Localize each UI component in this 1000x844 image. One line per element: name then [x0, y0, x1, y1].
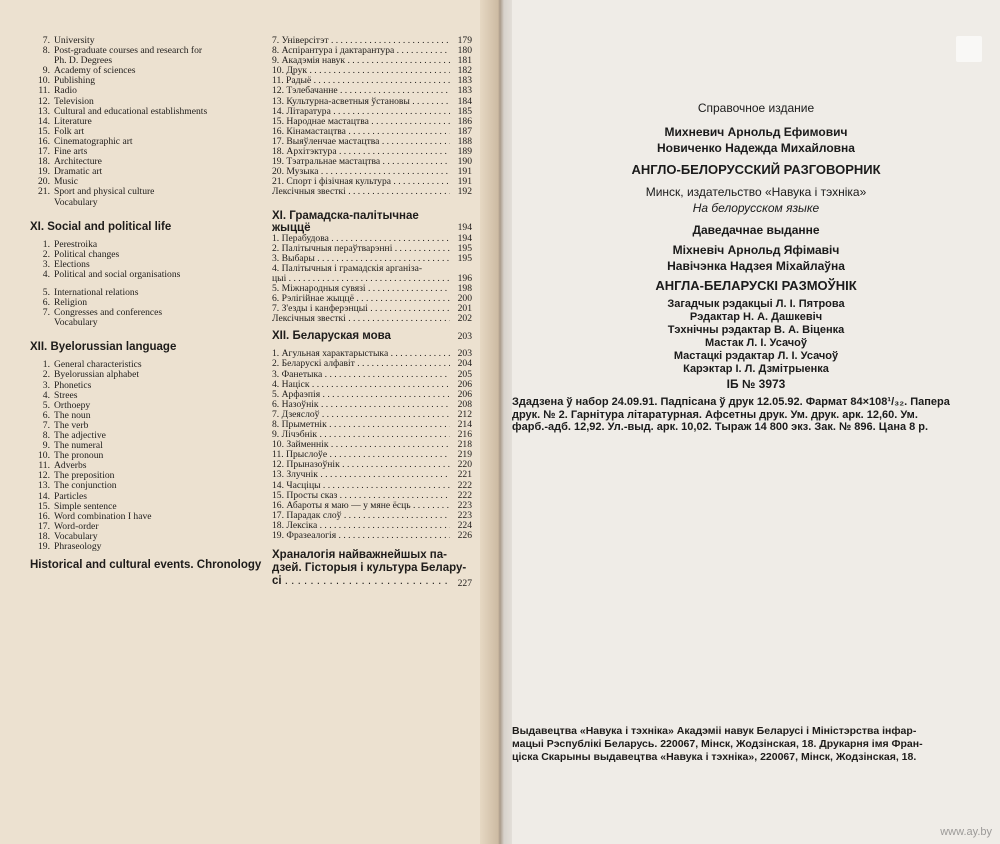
imprint-author-1-ru: Михневич Арнольд Ефимович	[664, 125, 848, 139]
be-contents-item-b	[272, 274, 472, 284]
be-contents-item-c	[272, 349, 472, 359]
item-number: 1.	[42, 359, 50, 371]
item-number: 11.	[38, 460, 50, 472]
item-number: 14.	[38, 490, 50, 502]
be-item-page: 180	[457, 45, 472, 57]
imprint-credits	[512, 298, 1000, 376]
be-item-title: 13. Культурна-асветныя ўстановы . . .	[272, 97, 450, 107]
imprint-publisher-ru: Минск, издательство «Навука і тэхніка»	[645, 185, 867, 199]
be-contents-item-c	[272, 380, 472, 390]
be-item-title: 10. Займеннік . . .	[272, 440, 450, 450]
be-item-page: 224	[457, 519, 472, 531]
be-contents-item-a	[272, 66, 472, 76]
item-number: 12.	[38, 470, 50, 482]
be-history-line-1: Храналогія найважнейшых па-	[272, 549, 447, 562]
be-item-title: 4. Націск . . .	[272, 380, 450, 390]
be-section-xi-title: XI. Грамадска-палітычнае жыццё	[272, 209, 419, 234]
imprint-title-be: АНГЛА-БЕЛАРУСКІ РАЗМОЎНІК	[655, 278, 857, 293]
item-title: Orthoepy	[54, 399, 91, 411]
be-contents-item-b	[272, 284, 472, 294]
item-title: Particles	[54, 490, 88, 502]
be-item-title: 7. Дзеяслоў . . .	[272, 410, 450, 420]
be-item-title: 9. Лічэбнік . . .	[272, 430, 450, 440]
be-section-heading-xi	[272, 210, 472, 234]
be-contents-item-c	[272, 370, 472, 380]
be-item-page: 185	[457, 105, 472, 117]
be-item-page: 203	[457, 348, 472, 360]
be-item-page: 208	[457, 398, 472, 410]
be-item-title: 5. Міжнародныя сувязі . . .	[272, 284, 450, 294]
be-item-title: цыі . . .	[272, 274, 450, 284]
item-title: Byelorussian alphabet	[54, 369, 139, 381]
item-number: 9.	[42, 440, 50, 452]
be-item-page: 195	[457, 242, 472, 254]
be-item-page: 223	[457, 499, 472, 511]
be-contents-item-c	[272, 470, 472, 480]
item-number: 16.	[38, 510, 50, 522]
be-contents-item-a	[272, 177, 472, 187]
item-number: 6.	[42, 297, 50, 309]
item-title: Perestroika	[54, 238, 98, 250]
be-item-page: 214	[457, 419, 472, 430]
section-heading-xi: XI. Social and political life	[30, 220, 172, 233]
item-number: 6.	[42, 409, 50, 421]
be-section-xi-page: 194	[457, 221, 472, 233]
be-contents-item-a	[272, 137, 472, 147]
item-title: The preposition	[54, 470, 115, 482]
be-item-page: 191	[457, 166, 472, 178]
be-item-title: 3. Фанетыка . . .	[272, 370, 450, 380]
be-section-xii-page: 203	[457, 331, 472, 343]
item-title: The adjective	[54, 430, 106, 441]
be-item-page: 206	[457, 378, 472, 390]
be-contents-item-a	[272, 76, 472, 86]
item-number: 16.	[38, 135, 50, 147]
item-title: Political changes	[54, 248, 120, 260]
be-item-page: 191	[457, 176, 472, 188]
footer-line-2: мацыі Рэспублікі Беларусь. 220067, Мінск, Жодзінская, 18. Друкарня імя Фран-	[512, 738, 923, 750]
be-item-title: 12. Прыназоўнік . . .	[272, 460, 450, 470]
be-contents-item-b	[272, 294, 472, 304]
be-contents-item-c	[272, 440, 472, 450]
item-title: Ph. D. Degrees	[54, 55, 113, 67]
be-contents-item-a	[272, 157, 472, 167]
item-title: Phraseology	[54, 541, 102, 553]
be-item-title: 2. Беларускі алфавіт . . .	[272, 359, 450, 369]
be-contents-item-c	[272, 521, 472, 531]
item-title: The noun	[54, 409, 91, 421]
be-item-page: 226	[457, 530, 472, 542]
item-number: 3.	[42, 258, 50, 270]
contents-item-a	[30, 187, 262, 197]
item-number	[30, 198, 54, 208]
be-item-title: 18. Архітэктура . . .	[272, 147, 450, 157]
be-item-title: 17. Парадак слоў . . .	[272, 511, 450, 521]
be-contents-item-b	[272, 234, 472, 244]
be-item-page: 188	[457, 135, 472, 147]
be-contents-item-b	[272, 244, 472, 254]
item-title: Strees	[54, 389, 78, 401]
credit-line: Карэктар І. Л. Дзмітрыенка	[683, 363, 829, 375]
credit-line: Тэхнічны рэдактар В. А. Віценка	[667, 324, 845, 336]
item-number: 10.	[38, 450, 50, 462]
footer-line-1: Выдавецтва «Навука і тэхніка» Акадэміі навук Беларусі і Міністэрства інфар-	[512, 725, 917, 737]
be-item-page: 212	[457, 408, 472, 420]
item-number: 17.	[38, 520, 50, 532]
be-contents-item-c	[272, 491, 472, 501]
item-number: 1.	[42, 238, 50, 250]
be-item-title: 8. Прыметнік . . .	[272, 420, 450, 430]
item-title: Cultural and educational establishments	[54, 105, 208, 117]
be-item-page: 195	[457, 252, 472, 264]
item-title: The verb	[54, 419, 89, 431]
be-contents-item-a	[272, 97, 472, 107]
be-item-title: 9. Акадэмія навук . . .	[272, 56, 450, 66]
item-title: Architecture	[54, 156, 102, 168]
credit-line: Загадчык рэдакцыі Л. І. Пятрова	[667, 298, 845, 310]
item-number: 19.	[38, 166, 50, 178]
item-number: 17.	[38, 146, 50, 158]
be-item-title: Лексічныя звесткі . . .	[272, 187, 450, 197]
item-title: Vocabulary	[54, 530, 98, 542]
contents-item-b	[30, 270, 262, 280]
footer-line-3: ціска Скарыны выдавецтва «Навука і тэхніка», 220067, Мінск, Жодзінская, 18.	[512, 751, 917, 763]
item-title: Religion	[54, 297, 88, 309]
item-number: 18.	[38, 156, 50, 168]
be-section-heading-xii	[272, 330, 472, 343]
item-title: International relations	[54, 286, 139, 298]
item-number: 8.	[42, 45, 50, 57]
item-title: Phonetics	[54, 379, 92, 391]
be-item-page: 204	[457, 358, 472, 370]
be-contents-item-c	[272, 450, 472, 460]
be-item-title: 11. Радыё . . .	[272, 76, 450, 86]
item-title: Sport and physical culture	[54, 186, 155, 198]
be-item-page: 181	[457, 55, 472, 67]
item-number: 8.	[42, 430, 50, 441]
be-history-line-2: дзей. Гісторыя і культура Белару-	[272, 562, 467, 575]
imprint-author-2-be: Навічэнка Надзея Міхайлаўна	[667, 259, 845, 273]
item-title: Publishing	[54, 75, 96, 87]
credit-line: Мастак Л. І. Усачоў	[704, 337, 808, 349]
be-item-page: 222	[457, 489, 472, 501]
item-title: Literature	[54, 115, 92, 127]
be-item-title: 10. Друк . . .	[272, 66, 450, 76]
be-item-title: 6. Рэлігійнае жыццё . . .	[272, 294, 450, 304]
be-item-page: 216	[457, 429, 472, 441]
item-title: Cinematographic art	[54, 135, 133, 147]
item-title: Television	[54, 95, 94, 107]
be-item-page: 201	[457, 303, 472, 315]
item-number: 4.	[42, 268, 50, 280]
imprint-title-ru: АНГЛО-БЕЛОРУССКИЙ РАЗГОВОРНИК	[631, 162, 881, 177]
be-item-page: 183	[457, 75, 472, 87]
be-contents-item-a	[272, 117, 472, 127]
be-history-last-line	[272, 575, 472, 590]
item-number: 11.	[38, 85, 50, 97]
item-title: Post-graduate courses and research for	[54, 45, 203, 57]
item-title: General characteristics	[54, 359, 142, 371]
imprint-author-1-be: Міхневіч Арнольд Яфімавіч	[672, 243, 840, 257]
item-number: 7.	[42, 419, 50, 431]
item-number: 13.	[38, 480, 50, 492]
item-title: Folk art	[54, 125, 85, 137]
be-item-title: 1. Перабудова . . .	[272, 234, 450, 244]
item-number: 12.	[38, 95, 50, 107]
imprint-language-ru: На белорусском языке	[692, 201, 820, 215]
be-history-heading	[272, 549, 472, 575]
be-item-title: 14. Літаратура . . .	[272, 107, 450, 117]
item-number: 10.	[38, 75, 50, 87]
item-title: The pronoun	[54, 450, 104, 462]
item-title: Elections	[54, 258, 90, 270]
be-item-title: 2. Палітычныя пераўтварэнні . . .	[272, 244, 450, 254]
item-number: 9.	[42, 65, 50, 77]
be-section-xii-title: XII. Беларуская мова	[272, 330, 391, 343]
be-item-page: 179	[457, 35, 472, 46]
print-details-line-1: Здадзена ў набор 24.09.91. Падпісана ў друк 12.05.92. Фармат 84×108¹/₃₂. Папера	[512, 396, 950, 408]
be-item-title: 11. Прыслоўе . . .	[272, 450, 450, 460]
be-item-title: 16. Абароты я маю — у мяне ёсць . . .	[272, 501, 450, 511]
item-number: 14.	[38, 115, 50, 127]
be-item-page: 198	[457, 282, 472, 294]
be-history-page: 227	[457, 578, 472, 590]
be-contents-item-a	[272, 147, 472, 157]
be-contents-item-b	[272, 304, 472, 314]
be-item-title: Лексічныя звесткі . . .	[272, 314, 450, 324]
item-title: Dramatic art	[54, 166, 103, 178]
be-item-title: 5. Арфаэпія . . .	[272, 390, 450, 400]
item-title: Fine arts	[54, 146, 88, 158]
imprint-author-2-ru: Новиченко Надежда Михайловна	[657, 141, 855, 155]
imprint-block	[512, 100, 1000, 434]
imprint-reference-be: Даведачнае выданне	[692, 223, 820, 237]
be-item-page: 202	[457, 313, 472, 325]
be-item-page: 190	[457, 156, 472, 168]
be-item-title: 8. Аспірантура і дактарантура . . .	[272, 46, 450, 56]
item-title: Simple sentence	[54, 500, 117, 512]
be-item-title: 7. З'езды і канферэнцыі . . .	[272, 304, 450, 314]
item-number: 20.	[38, 176, 50, 188]
be-history-line-3: сі . . .	[272, 575, 450, 590]
item-number: 2.	[42, 248, 50, 260]
item-number: 15.	[38, 500, 50, 512]
be-item-title: 7. Універсітэт . . .	[272, 36, 450, 46]
be-item-title: 14. Часціцы . . .	[272, 481, 450, 491]
be-item-page: 220	[457, 459, 472, 471]
be-item-title: 17. Выяўленчае мастацтва . . .	[272, 137, 450, 147]
item-title: Radio	[54, 85, 77, 97]
item-title: Music	[54, 176, 78, 188]
contents-item-c	[30, 318, 262, 328]
english-contents-column	[30, 36, 262, 572]
item-number: 18.	[38, 530, 50, 542]
item-title: Word-order	[54, 520, 99, 532]
belarusian-contents-column	[272, 36, 472, 590]
be-contents-item-c	[272, 390, 472, 400]
be-contents-item-b	[272, 314, 472, 324]
be-item-page: 196	[457, 272, 472, 284]
be-item-title: 4. Палітычныя і грамадскія арганіза-	[272, 262, 423, 274]
item-title: Congresses and conferences	[54, 307, 163, 319]
be-item-title: 21. Спорт і фізічная культура . . .	[272, 177, 450, 187]
be-item-title: 12. Тэлебачанне . . .	[272, 86, 450, 96]
be-item-title: 15. Народнае мастацтва . . .	[272, 117, 450, 127]
be-item-page: 182	[457, 65, 472, 77]
be-item-page: 189	[457, 146, 472, 158]
item-number: 7.	[42, 35, 50, 46]
be-contents-item-a	[272, 187, 472, 197]
be-contents-item-a	[272, 107, 472, 117]
item-title: Political and social organisations	[54, 268, 181, 280]
be-contents-item-a	[272, 167, 472, 177]
watermark: www.ay.by	[940, 826, 992, 838]
item-number: 21.	[38, 186, 50, 198]
section-heading-xii: XII. Byelorussian language	[30, 341, 177, 354]
be-item-page: 183	[457, 85, 472, 97]
be-contents-item-c	[272, 420, 472, 430]
be-item-title: 15. Просты сказ . . .	[272, 491, 450, 501]
item-number	[30, 318, 54, 328]
item-number: 13.	[38, 105, 50, 117]
be-contents-item-c	[272, 400, 472, 410]
be-item-page: 187	[457, 125, 472, 137]
be-contents-item-c	[272, 511, 472, 521]
print-details-line-2: друк. № 2. Гарнітура літаратурная. Афсетны друк. Ум. друк. арк. 12,60. Ум.	[512, 408, 918, 421]
be-item-title: 18. Лексіка . . .	[272, 521, 450, 531]
be-item-page: 221	[457, 469, 472, 481]
be-contents-item-c	[272, 460, 472, 470]
be-contents-item-a	[272, 127, 472, 137]
be-item-page: 218	[457, 439, 472, 451]
item-title: The conjunction	[54, 480, 117, 492]
be-item-title: 19. Тэатральнае мастацтва . . .	[272, 157, 450, 167]
be-contents-item-c	[272, 501, 472, 511]
be-item-title: 16. Кінамастацтва . . .	[272, 127, 450, 137]
item-title: Adverbs	[54, 460, 87, 472]
contents-item-d	[30, 542, 262, 552]
be-item-page: 192	[457, 186, 472, 198]
imprint-print-details	[512, 396, 1000, 434]
be-contents-item-c	[272, 481, 472, 491]
item-number: 4.	[42, 389, 50, 401]
print-details-line-3: фарб.-адб. 12,92. Ул.-выд. арк. 10,02. Тыраж 14 800 экз. Зак. № 896. Цана 8 р.	[512, 421, 929, 433]
be-item-title: 19. Фразеалогія . . .	[272, 531, 450, 541]
be-contents-item-a	[272, 56, 472, 66]
be-contents-item-b	[272, 264, 472, 274]
be-item-page: 206	[457, 388, 472, 400]
be-contents-item-c	[272, 410, 472, 420]
be-item-page: 200	[457, 293, 472, 305]
contents-item-a	[30, 198, 262, 208]
be-contents-item-c	[272, 430, 472, 440]
item-number: 3.	[42, 379, 50, 391]
be-item-page: 184	[457, 95, 472, 107]
page-corner-mark	[956, 36, 982, 62]
be-item-title: 1. Агульная характарыстыка . . .	[272, 349, 450, 359]
credit-line: Рэдактар Н. А. Дашкевіч	[689, 311, 823, 323]
be-item-page: 223	[457, 509, 472, 521]
item-title: The numeral	[54, 440, 103, 452]
credit-line: Мастацкі рэдактар Л. І. Усачоў	[673, 350, 839, 362]
item-number: 5.	[42, 399, 50, 411]
item-number: 2.	[42, 369, 50, 381]
be-contents-item-c	[272, 359, 472, 369]
right-page-imprint	[512, 0, 1000, 844]
imprint-publisher-footer	[512, 725, 1000, 764]
be-contents-item-a	[272, 86, 472, 96]
be-item-page: 186	[457, 115, 472, 127]
be-item-page: 205	[457, 368, 472, 380]
be-item-title: 13. Злучнік . . .	[272, 470, 450, 480]
be-item-title: 6. Назоўнік . . .	[272, 400, 450, 410]
item-title: Vocabulary	[54, 196, 98, 208]
be-item-page: 222	[457, 479, 472, 491]
item-number: 15.	[38, 125, 50, 137]
item-title: Academy of sciences	[54, 65, 136, 77]
item-title: Word combination I have	[54, 510, 152, 522]
item-number: 5.	[42, 286, 50, 298]
item-number: 19.	[38, 541, 50, 553]
item-title: Vocabulary	[54, 317, 98, 329]
section-heading-history: Historical and cultural events. Chronology	[30, 559, 262, 572]
be-item-page: 219	[457, 449, 472, 461]
item-number	[30, 56, 54, 66]
be-item-title: 20. Музыка . . .	[272, 167, 450, 177]
be-contents-item-c	[272, 531, 472, 541]
item-title: University	[54, 35, 95, 46]
item-number: 7.	[42, 307, 50, 319]
be-contents-item-a	[272, 36, 472, 46]
be-contents-item-a	[272, 46, 472, 56]
imprint-reference: Справочное издание	[697, 101, 815, 115]
be-item-title: 3. Выбары . . .	[272, 254, 450, 264]
imprint-ib-number: ІБ № 3973	[726, 377, 786, 391]
be-item-page: 194	[457, 232, 472, 244]
